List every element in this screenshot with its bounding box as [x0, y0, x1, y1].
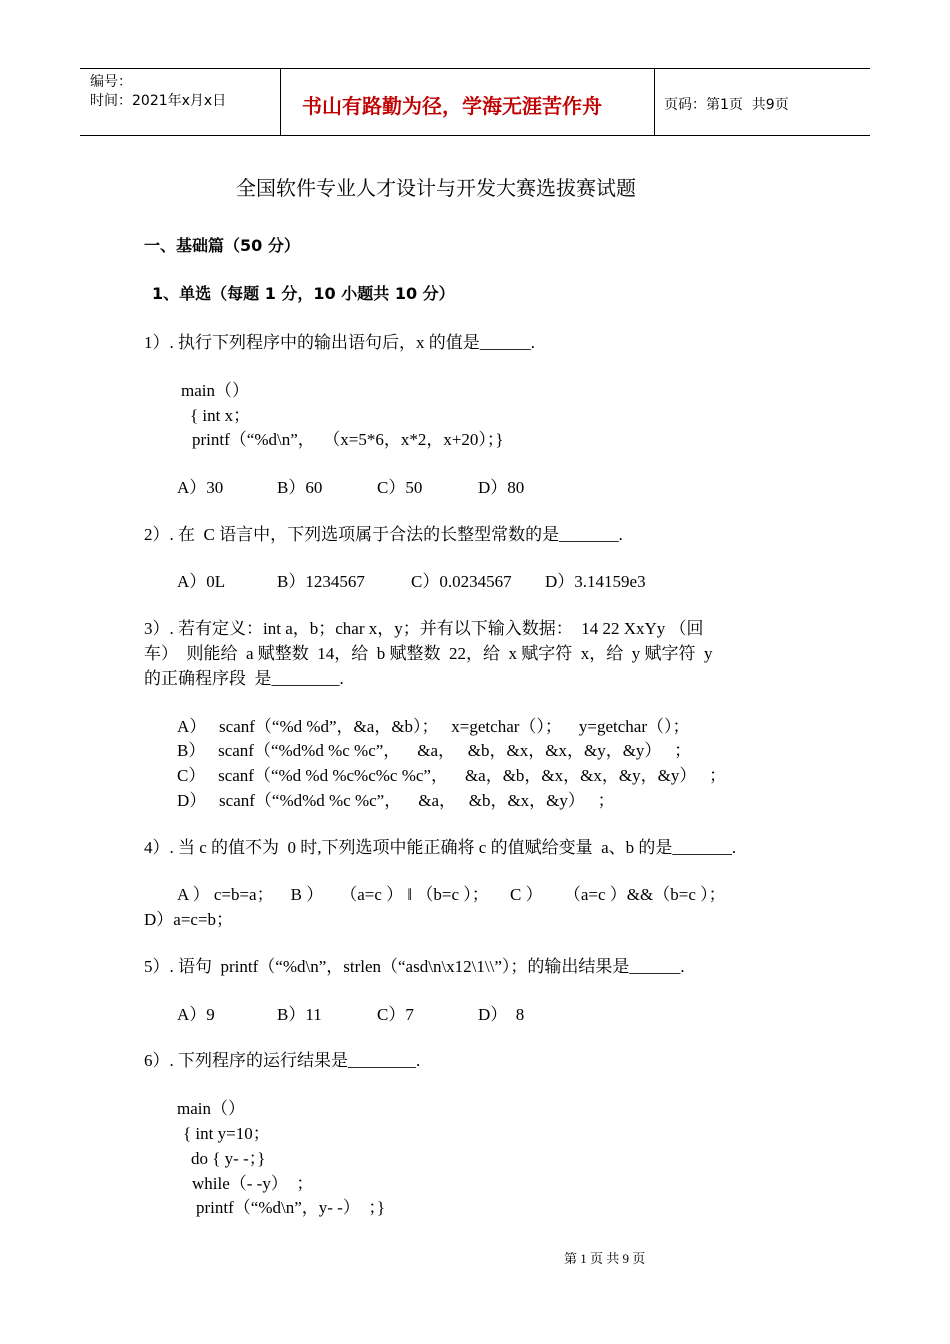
code-line: { int y=10；: [183, 1124, 270, 1143]
option: B）11: [277, 1005, 322, 1024]
header-number-label: 编号：: [90, 74, 132, 90]
page-footer: 第 1 页 共 9 页: [564, 1251, 646, 1266]
header-divider: [654, 69, 655, 135]
option: B） scanf（“%d%d %c %c”， &a， &b，&x，&x，&y，&y） ；: [177, 741, 692, 760]
question-3-stem-line: 3）. 若有定义：int a，b；char x，y；并有以下输入数据： 14 22 XxYy （回: [144, 619, 704, 638]
question-6-stem: 6）. 下列程序的运行结果是________.: [144, 1051, 421, 1070]
options-line: A ） c=b=a； B ） （a=c ） ‖ （b=c ）； C ） （a=c ）&&（b=c ）；: [177, 885, 726, 904]
option: A） scanf（“%d %d”，&a，&b）； x=getchar（）； y=getchar（）；: [177, 717, 690, 736]
option: C）7: [377, 1005, 414, 1024]
code-line: while（- -y） ；: [192, 1174, 314, 1193]
question-5-stem: 5）. 语句 printf（“%d\n”，strlen（“asd\n\x12\1\\”）；的输出结果是______.: [144, 957, 685, 976]
header-divider: [280, 69, 281, 135]
header-motto: 书山有路勤为径，学海无涯苦作舟: [302, 94, 602, 118]
code-line: do { y- -；}: [191, 1149, 266, 1168]
code-line: printf（“%d\n”， （x=5*6，x*2，x+20）；}: [192, 430, 504, 449]
option: B）60: [277, 478, 323, 497]
option: A）9: [177, 1005, 215, 1024]
question-1-stem: 1）. 执行下列程序中的输出语句后，x 的值是______.: [144, 333, 535, 352]
subsection-heading: 1、单选（每题 1 分，10 小题共 10 分）: [152, 284, 455, 303]
option: D）80: [478, 478, 525, 497]
code-line: main（）: [181, 381, 249, 400]
question-3-stem-line: 的正确程序段 是________.: [144, 669, 344, 688]
question-4-stem: 4）. 当 c 的值不为 0 时,下列选项中能正确将 c 的值赋给变量 a、b 的是_______.: [144, 838, 737, 857]
header-page-label: 页码：第1页 共9页: [664, 97, 789, 113]
section-heading: 一、基础篇（50 分）: [144, 236, 300, 255]
option: A）0L: [177, 572, 226, 591]
option: D）3.14159e3: [545, 572, 646, 591]
option: C）0.0234567: [411, 572, 512, 591]
code-line: printf（“%d\n”，y- -） ；}: [196, 1198, 385, 1217]
header-date-label: 时间：2021年x月x日: [90, 93, 227, 109]
page-title: 全国软件专业人才设计与开发大赛选拔赛试题: [236, 176, 636, 200]
options-line: D）a=c=b；: [144, 910, 234, 929]
option: B）1234567: [277, 572, 365, 591]
option: C） scanf（“%d %d %c%c%c %c”， &a，&b，&x，&x，&y，&y） ；: [177, 766, 727, 785]
option: A）30: [177, 478, 224, 497]
option: D） scanf（“%d%d %c %c”， &a， &b，&x，&y） ；: [177, 791, 615, 810]
code-line: { int x；: [190, 406, 251, 425]
option: C）50: [377, 478, 423, 497]
question-2-stem: 2）. 在 C 语言中，下列选项属于合法的长整型常数的是_______.: [144, 525, 623, 544]
question-3-stem-line: 车） 则能给 a 赋整数 14，给 b 赋整数 22，给 x 赋字符 x，给 y 赋字符 y: [144, 644, 713, 663]
option: D） 8: [478, 1005, 525, 1024]
code-line: main（）: [177, 1099, 245, 1118]
